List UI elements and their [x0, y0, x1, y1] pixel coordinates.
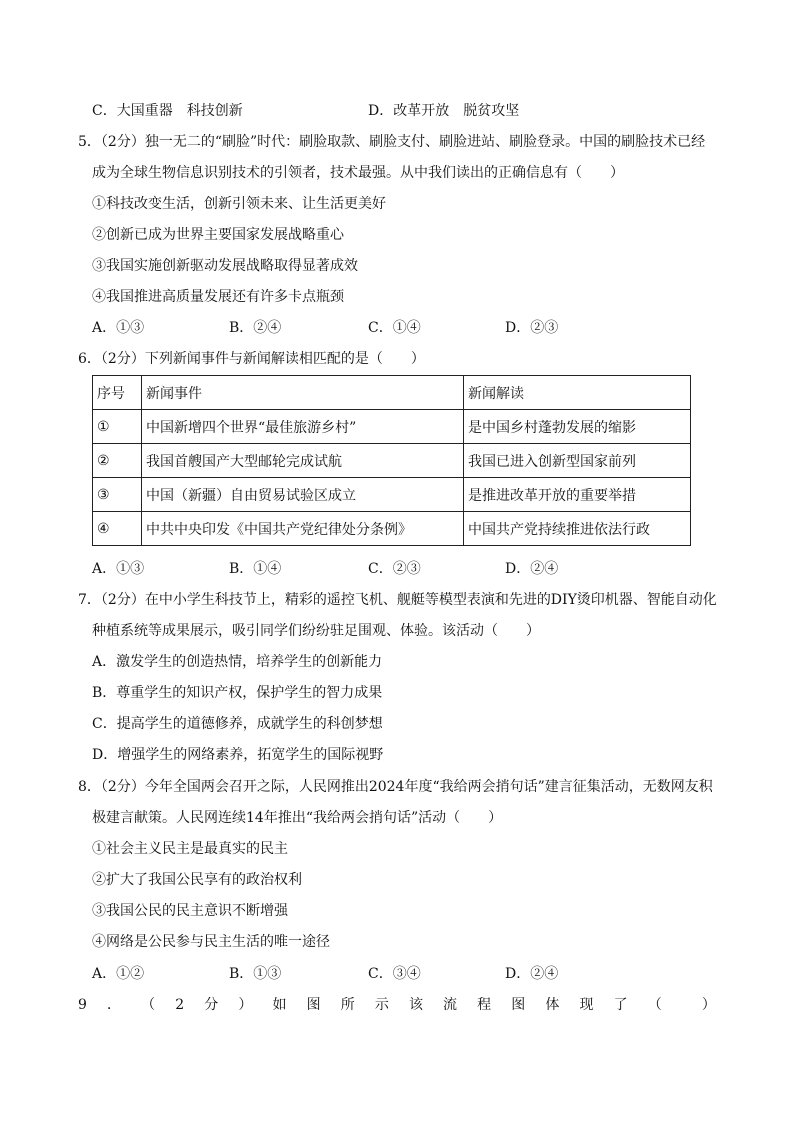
q6-option-d: D．②④: [505, 561, 559, 577]
q7-stem-line1: 7．（2分）在中小学生科技节上，精彩的遥控飞机、舰艇等模型表演和先进的DIY烫印机器、智能自动化: [78, 592, 717, 608]
news-table: [92, 375, 691, 546]
q9-char: 图: [306, 997, 321, 1013]
q8-option-b: B．①③: [229, 966, 282, 982]
table-row: [93, 512, 691, 546]
q8-stem-line1: 8．（2分）今年全国两会召开之际，人民网推出2024年度“我给两会捎句话”建言征集活动，无数网友积: [78, 779, 713, 795]
row-interpretation: 是推进改革开放的重要举措: [464, 478, 691, 512]
q8-item-1: ①社会主义民主是最真实的民主: [92, 841, 288, 857]
q9-char: 该: [408, 997, 423, 1013]
q9-char: 示: [374, 997, 389, 1013]
q9-char: 流: [443, 997, 458, 1013]
q8-option-d: D．②④: [505, 966, 559, 982]
row-interpretation: 我国已进入创新型国家前列: [464, 444, 691, 478]
q9-char: 了: [613, 997, 628, 1013]
q6-option-b: B．①④: [229, 561, 282, 577]
q9-char: ）: [238, 997, 253, 1013]
q9-char: 图: [511, 997, 526, 1013]
row-event: 中共中央印发《中国共产党纪律处分条例》: [142, 512, 464, 546]
q8-option-c: C．③④: [368, 966, 421, 982]
q9-char: 9: [78, 997, 87, 1013]
q9-char: ）: [701, 997, 716, 1013]
header-cell-interpretation: 新闻解读: [464, 376, 691, 410]
row-event: 中国新增四个世界“最佳旅游乡村”: [142, 410, 464, 444]
q5-item-1: ①科技改变生活，创新引领未来、让生活更美好: [92, 196, 386, 212]
q8-item-4: ④网络是公民参与民主生活的唯一途径: [92, 934, 330, 950]
table-header-row: [93, 376, 691, 410]
q8-item-3: ③我国公民的民主意识不断增强: [92, 903, 288, 919]
header-cell-event: 新闻事件: [142, 376, 464, 410]
q5-stem-line2: 成为全球生物信息识别技术的引领者，技术最强。从中我们读出的正确信息有（ ）: [92, 165, 624, 181]
row-interpretation: 是中国乡村蓬勃发展的缩影: [464, 410, 691, 444]
header-cell-number: 序号: [93, 376, 142, 410]
q7-stem-line2: 种植系统等成果展示，吸引同学们纷纷驻足围观、体验。该活动（ ）: [92, 623, 540, 639]
q5-option-b: B．②④: [229, 320, 282, 336]
q9-char: 程: [477, 997, 492, 1013]
table-row: [93, 478, 691, 512]
q9-char: 分: [204, 997, 219, 1013]
q9-char: （: [647, 997, 662, 1013]
table-row: [93, 410, 691, 444]
q9-char: 如: [272, 997, 287, 1013]
q9-char: ．: [107, 997, 122, 1013]
q6-option-a: A．①③: [92, 561, 145, 577]
row-event: 中国（新疆）自由贸易试验区成立: [142, 478, 464, 512]
q9-char: （: [141, 997, 156, 1013]
q7-option-d: D．增强学生的网络素养，拓宽学生的国际视野: [92, 747, 384, 763]
q5-option-d: D．②③: [505, 320, 559, 336]
q9-char: 所: [340, 997, 355, 1013]
row-number: ②: [93, 444, 142, 478]
row-number: ①: [93, 410, 142, 444]
q7-option-a: A．激发学生的创造热情，培养学生的创新能力: [92, 654, 383, 670]
q5-stem-line1: 5．（2分）独一无二的“刷脸”时代：刷脸取款、刷脸支付、刷脸进站、刷脸登录。中国的刷脸技术已经: [78, 134, 706, 150]
q5-item-2: ②创新已成为世界主要国家发展战略重心: [92, 227, 344, 243]
q9-stem: [78, 996, 716, 1014]
q8-item-2: ②扩大了我国公民享有的政治权利: [92, 872, 302, 888]
q4-option-d: D．改革开放 脱贫攻坚: [368, 103, 520, 119]
q4-option-c: C．大国重器 科技创新: [92, 103, 243, 119]
q6-stem: 6．（2分）下列新闻事件与新闻解读相匹配的是（ ）: [78, 351, 425, 367]
row-number: ③: [93, 478, 142, 512]
q5-option-a: A．①③: [92, 320, 145, 336]
q7-option-b: B．尊重学生的知识产权，保护学生的智力成果: [92, 685, 383, 701]
q6-option-c: C．②③: [368, 561, 421, 577]
q9-char: 体: [545, 997, 560, 1013]
q5-option-c: C．①④: [368, 320, 421, 336]
row-interpretation: 中国共产党持续推进依法行政: [464, 512, 691, 546]
row-number: ④: [93, 512, 142, 546]
q9-char: 2: [175, 997, 185, 1013]
q8-option-a: A．①②: [92, 966, 145, 982]
q8-stem-line2: 极建言献策。人民网连续14年推出“我给两会捎句话”活动（ ）: [92, 810, 503, 826]
q7-option-c: C．提高学生的道德修养，成就学生的科创梦想: [92, 716, 383, 732]
q9-char: 现: [579, 997, 594, 1013]
table-row: [93, 444, 691, 478]
q5-item-4: ④我国推进高质量发展还有许多卡点瓶颈: [92, 289, 344, 305]
row-event: 我国首艘国产大型邮轮完成试航: [142, 444, 464, 478]
q5-item-3: ③我国实施创新驱动发展战略取得显著成效: [92, 258, 358, 274]
